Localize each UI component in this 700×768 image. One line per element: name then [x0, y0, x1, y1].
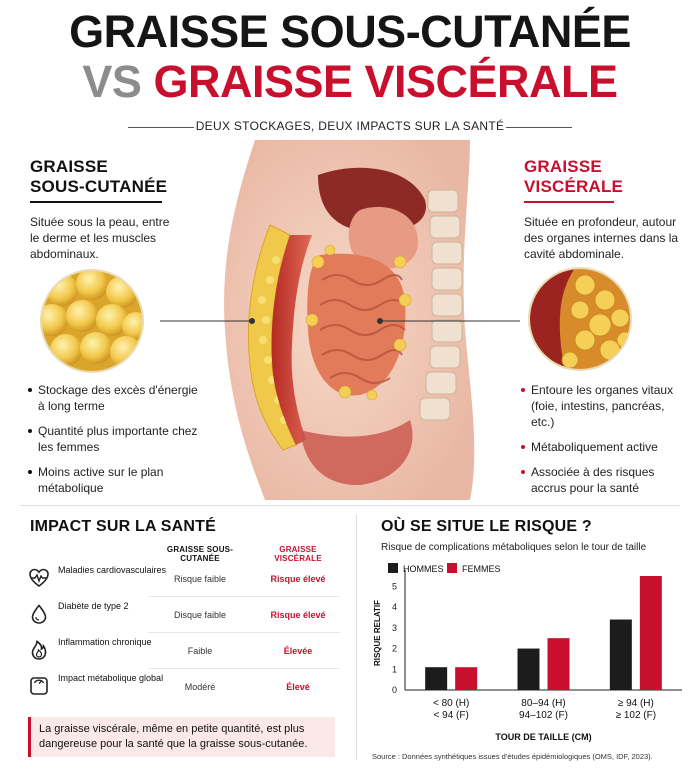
cell-subcutaneous: Modéré [184, 682, 216, 692]
row-label: Impact métabolique global [58, 673, 164, 683]
drop-icon [28, 603, 50, 625]
x-tick-label: < 94 (F) [433, 710, 469, 721]
y-tick-label: 4 [391, 602, 397, 613]
cell-visceral: Élevée [283, 646, 313, 656]
bar-femmes-3 [640, 576, 662, 690]
list-item: Quantité plus importante chez les femmes [28, 423, 198, 455]
table-row [28, 597, 340, 633]
title-visceral: GRAISSE VISCÉRALE [153, 56, 618, 107]
title-vs: VS [82, 56, 142, 107]
risk-title: OÙ SE SITUE LE RISQUE ? [381, 518, 592, 535]
list-item: Associée à des risques accrus pour la santé [521, 464, 691, 496]
y-tick-label: 2 [391, 643, 397, 654]
bar-hommes-1 [425, 667, 447, 690]
cell-subcutaneous: Disque faible [173, 610, 227, 620]
y-tick-label: 1 [391, 664, 397, 675]
y-tick-label: 3 [391, 622, 397, 633]
bar-hommes-3 [610, 620, 632, 690]
subcutaneous-bullets [28, 382, 198, 505]
cell-subcutaneous: Risque faible [173, 574, 227, 584]
scale-icon [28, 675, 50, 697]
chart-subtitle: Risque de complications métaboliques selon le tour de taille [381, 542, 647, 553]
x-tick-label: < 80 (H) [432, 698, 470, 709]
cell-visceral: Risque élevé [270, 574, 326, 584]
subcutaneous-title: GRAISSE SOUS-CUTANÉE [30, 157, 168, 196]
bar-hommes-2 [518, 649, 540, 690]
table-row [28, 633, 340, 669]
x-axis-label: TOUR DE TAILLE (CM) [495, 732, 592, 742]
cell-visceral: Élevé [286, 682, 310, 692]
x-tick-label: ≥ 94 (H) [617, 698, 654, 709]
y-tick-label: 5 [391, 581, 397, 592]
cell-subcutaneous: Faible [187, 646, 213, 656]
subtitle: DEUX STOCKAGES, DEUX IMPACTS SUR LA SANTÉ [195, 119, 505, 133]
bar-femmes-2 [548, 638, 570, 690]
cell-visceral: Risque élevé [270, 610, 326, 620]
row-label: Diabète de type 2 [58, 601, 129, 611]
list-item: Moins active sur le plan métabolique [28, 464, 198, 496]
row-label: Maladies cardiovasculaires [58, 565, 167, 575]
table-row [28, 669, 340, 705]
subcutaneous-fat-closeup [36, 268, 150, 374]
list-item: Métaboliquement active [521, 439, 691, 455]
key-takeaway-callout: La graisse viscérale, même en petite quantité, est plus dangereuse pour la santé que la graisse sous-cutanée. [28, 717, 335, 757]
visceral-bullets [521, 382, 691, 505]
bar-femmes-1 [455, 667, 477, 690]
visceral-description: Située en profondeur, autour des organes internes dans la cavité abdominale. [524, 215, 679, 261]
heart-pulse-icon [28, 567, 50, 589]
visceral-title: GRAISSE VISCÉRALE [524, 157, 624, 196]
subcutaneous-title-underline [30, 201, 162, 203]
subcutaneous-description: Située sous la peau, entre le derme et les muscles abdominaux. [30, 215, 170, 261]
torso-cross-section [224, 140, 474, 500]
list-item: Stockage des excès d'énergie à long terme [28, 382, 198, 414]
x-tick-label: ≥ 102 (F) [615, 710, 657, 721]
visceral-fat-closeup [528, 268, 633, 372]
x-tick-label: 94–102 (F) [519, 710, 568, 721]
y-tick-label: 0 [391, 685, 397, 695]
legend-hommes: HOMMES [388, 563, 444, 574]
column-divider [356, 515, 357, 760]
impact-title: IMPACT SUR LA SANTÉ [30, 518, 217, 535]
legend-femmes: FEMMES [447, 563, 501, 574]
column-header-subcutaneous: GRAISSE SOUS-CUTANÉE [166, 545, 234, 563]
row-label: Inflammation chronique [58, 637, 152, 647]
column-header-visceral: GRAISSE VISCÉRALE [274, 545, 322, 563]
table-row [28, 561, 340, 597]
section-divider [20, 505, 680, 506]
y-axis-label: RISQUE RELATIF [373, 599, 382, 667]
main-title-line1: GRAISSE SOUS-CUTANÉE [69, 6, 631, 57]
x-tick-label: 80–94 (H) [521, 698, 566, 709]
source-note: Source : Données synthétiques issues d'études épidémiologiques (OMS, IDF, 2023). [372, 752, 653, 761]
visceral-title-underline [524, 201, 614, 203]
list-item: Entoure les organes vitaux (foie, intestins, pancréas, etc.) [521, 382, 691, 430]
flame-icon [28, 639, 50, 661]
